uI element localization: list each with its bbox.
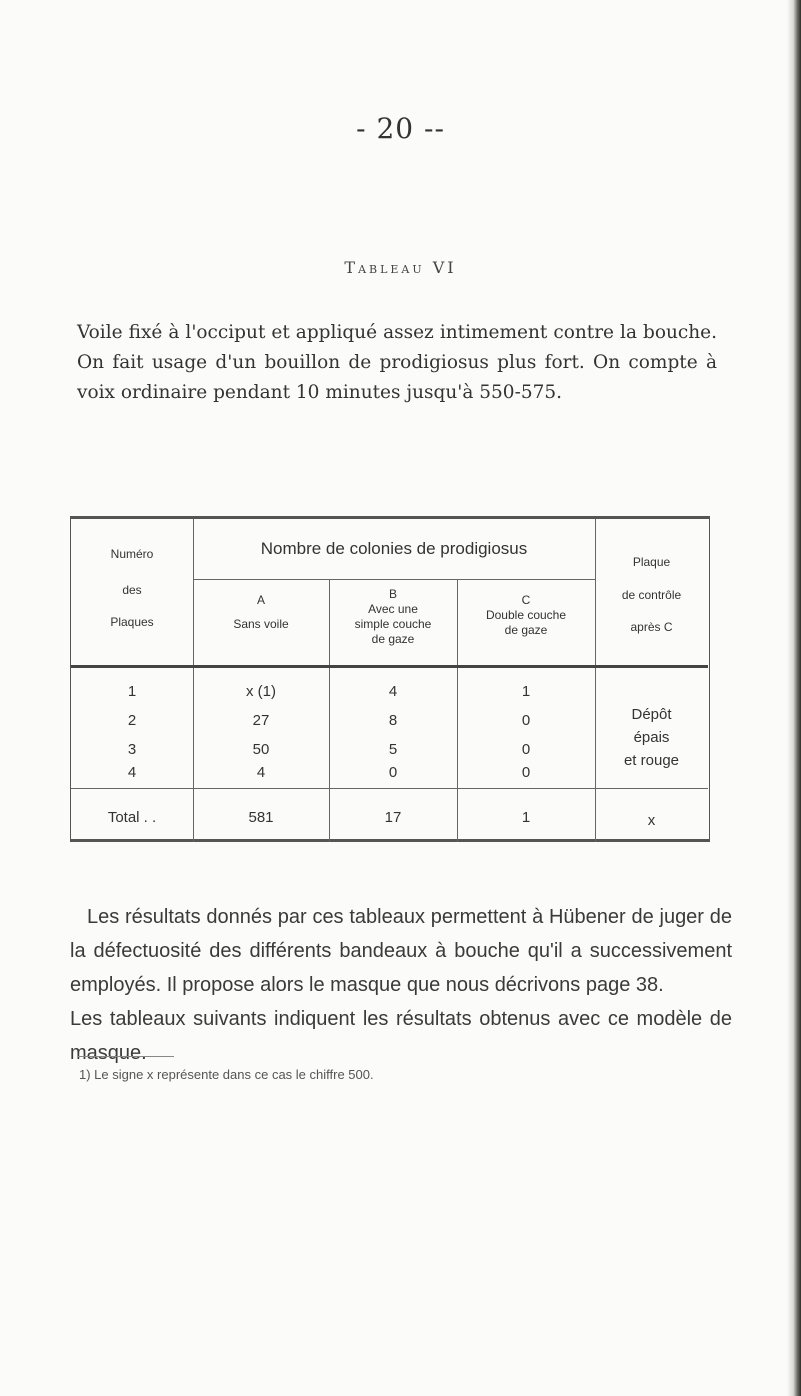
row-divider (71, 788, 708, 789)
total-label: Total . . (107, 809, 157, 826)
body-text (70, 900, 732, 1070)
header-b: de gaze (371, 632, 415, 646)
cell-b: 0 (388, 764, 398, 781)
header-b: simple couche (354, 617, 432, 631)
cell-b: 5 (388, 741, 398, 758)
header-a: A (256, 593, 265, 607)
header-b: Avec une (368, 602, 418, 616)
cell-numero: 4 (127, 764, 137, 781)
cell-numero: 1 (127, 683, 137, 700)
cell-c: 0 (521, 712, 531, 729)
cell-control: et rouge (623, 752, 680, 769)
header-numero: des (122, 583, 142, 597)
header-group: Nombre de colonies de prodigiosus (260, 539, 528, 558)
colonies-table (70, 516, 710, 842)
header-a: Sans voile (233, 617, 289, 631)
cell-numero: 3 (127, 741, 137, 758)
intro-paragraph: Voile fixé à l'occiput et appliqué assez intimement contre la bouche. On fait usage d'un bouillon de prodigiosus plus fort. On compte à voix ordinaire pendant 10 minutes jusqu'à 550-575. (77, 322, 717, 403)
header-numero: Plaques (110, 615, 154, 629)
header-c: de gaze (504, 623, 548, 637)
footnote-rule (78, 1056, 174, 1057)
paragraph: Les tableaux suivants indiquent les résultats obtenus avec ce modèle de masque. (70, 1008, 732, 1064)
cell-c: 0 (521, 764, 531, 781)
header-b: B (388, 587, 397, 601)
page-edge-shadow (787, 0, 801, 1396)
page-number: - 20 -- (356, 112, 445, 145)
header-c: Double couche (485, 608, 567, 622)
total-a: 581 (248, 809, 274, 826)
cell-a: x (1) (246, 683, 276, 700)
cell-c: 1 (521, 683, 531, 700)
cell-a: 50 (252, 741, 270, 758)
row-divider (193, 579, 595, 580)
cell-c: 0 (521, 741, 531, 758)
cell-b: 4 (388, 683, 398, 700)
total-b: 17 (384, 809, 402, 826)
header-numero: Numéro (110, 547, 154, 561)
cell-a: 4 (256, 764, 266, 781)
cell-a: 27 (252, 712, 270, 729)
cell-control: Dépôt (631, 706, 672, 723)
table-title: Tableau VI (344, 258, 457, 277)
header-c: C (521, 593, 531, 607)
cell-control: épais (633, 729, 670, 746)
header-plaque: Plaque (632, 555, 671, 569)
header-plaque: après C (630, 620, 673, 634)
header-plaque: de contrôle (621, 588, 682, 602)
cell-numero: 2 (127, 712, 137, 729)
total-c: 1 (521, 809, 531, 826)
header-rule (71, 665, 708, 668)
total-control: x (647, 812, 656, 829)
footnote: 1) Le signe x représente dans ce cas le chiffre 500. (79, 1067, 374, 1082)
col-divider (193, 519, 194, 842)
paragraph: Les résultats donnés par ces tableaux permettent à Hübener de juger de la défectuosité des différents bandeaux à bouche qu'il a successivement employés. Il propose alors le masque que nous décrivons page 38. (70, 906, 732, 996)
cell-b: 8 (388, 712, 398, 729)
